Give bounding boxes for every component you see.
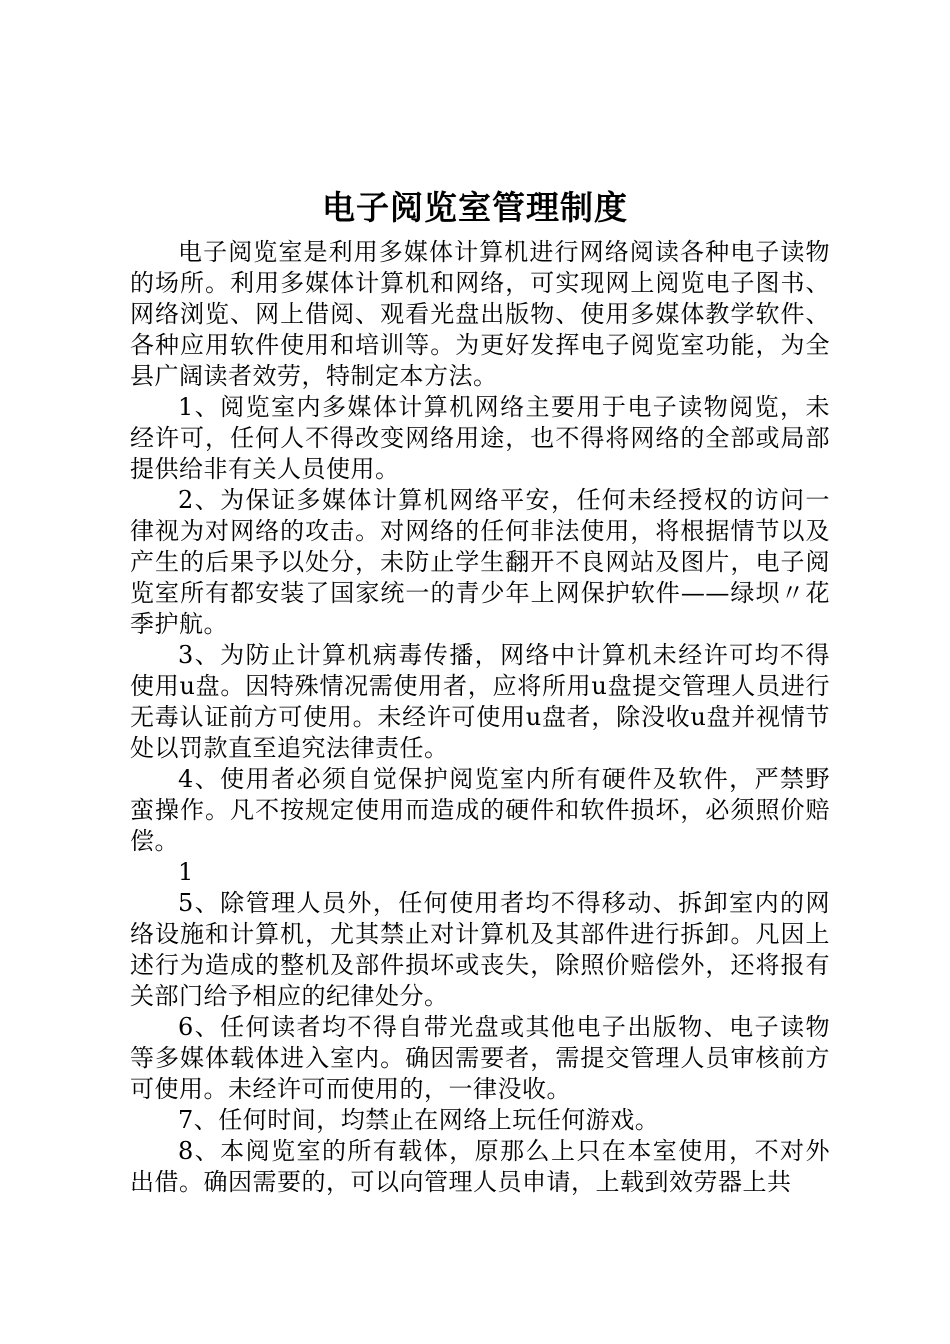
paragraph-rule-7: 7、任何时间，均禁止在网络上玩任何游戏。: [178, 1106, 660, 1134]
paragraph-rule-4: 4、使用者必须自觉保护阅览室内所有硬件及软件，严禁野蛮操作。凡不按规定使用而造成的硬件和软件损坏，必须照价赔偿。: [130, 765, 830, 855]
document-body: [130, 237, 830, 1198]
paragraph-rule-6: 6、任何读者均不得自带光盘或其他电子出版物、电子读物等多媒体载体进入室内。确因需要者，需提交管理人员审核前方可使用。未经许可而使用的，一律没收。: [130, 1013, 830, 1103]
document-title: 电子阅览室管理制度: [322, 188, 628, 227]
paragraph-rule-2: 2、为保证多媒体计算机网络平安，任何未经授权的访问一律视为对网络的攻击。对网络的任何非法使用，将根据情节以及产生的后果予以处分，未防止学生翻开不良网站及图片，电子阅览室所有都安装了国家统一的青少年上网保护软件——绿坝〃花季护航。: [130, 486, 830, 638]
paragraph-rule-8: 8、本阅览室的所有载体，原那么上只在本室使用，不对外出借。确因需要的，可以向管理人员申请，上载到效劳器上共: [130, 1137, 830, 1196]
paragraph-intro: 电子阅览室是利用多媒体计算机进行网络阅读各种电子读物的场所。利用多媒体计算机和网络，可实现网上阅览电子图书、网络浏览、网上借阅、观看光盘出版物、使用多媒体教学软件、各种应用软件使用和培训等。为更好发挥电子阅览室功能，为全县广阔读者效劳，特制定本方法。: [130, 238, 830, 390]
paragraph-rule-1: 1、阅览室内多媒体计算机网络主要用于电子读物阅览，未经许可，任何人不得改变网络用途，也不得将网络的全部或局部提供给非有关人员使用。: [130, 393, 830, 483]
paragraph-rule-3: 3、为防止计算机病毒传播，网络中计算机未经许可均不得使用u盘。因特殊情况需使用者，应将所用u盘提交管理人员进行无毒认证前方可使用。未经许可使用u盘者，除没收u盘并视情节处以罚款直至追究法律责任。: [130, 641, 830, 762]
page-number: 1: [178, 858, 194, 886]
paragraph-rule-5: 5、除管理人员外，任何使用者均不得移动、拆卸室内的网络设施和计算机，尤其禁止对计算机及其部件进行拆卸。凡因上述行为造成的整机及部件损坏或丧失，除照价赔偿外，还将报有关部门给予相应的纪律处分。: [130, 889, 830, 1010]
